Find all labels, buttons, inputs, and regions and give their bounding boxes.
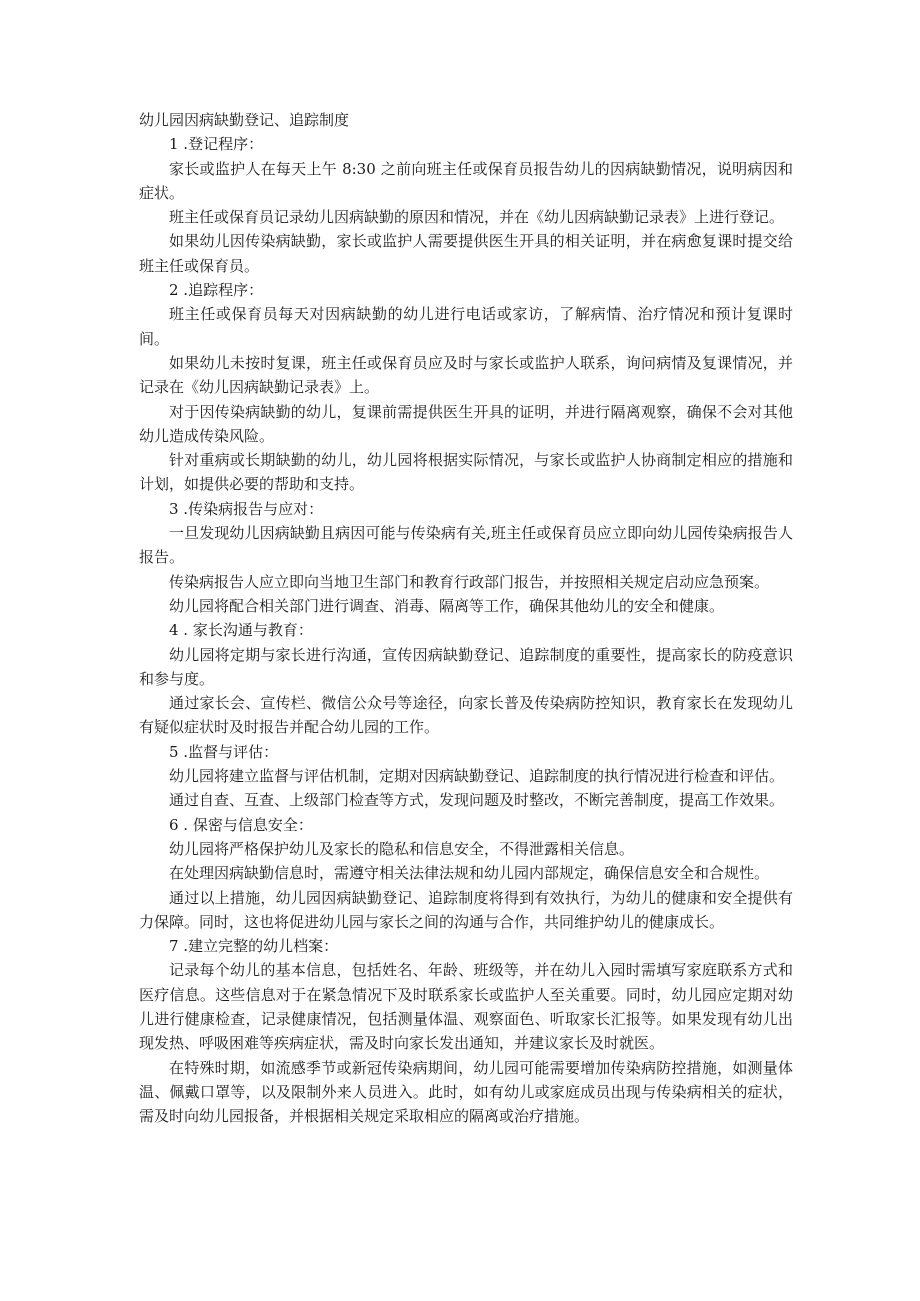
paragraph: 一旦发现幼儿因病缺勤且病因可能与传染病有关,班主任或保育员应立即向幼儿园传染病报告人报告。	[139, 524, 793, 567]
section-heading: 3 .传染病报告与应对：	[169, 499, 324, 518]
document-page	[139, 108, 793, 1128]
section-heading: 4 . 家长沟通与教育：	[169, 621, 313, 640]
paragraph: 传染病报告人应立即向当地卫生部门和教育行政部门报告，并按照相关规定启动应急预案。	[169, 572, 770, 591]
paragraph: 班主任或保育员每天对因病缺勤的幼儿进行电话或家访，了解病情、治疗情况和预计复课时间。	[139, 305, 793, 348]
section-infectious-disease-report	[139, 497, 793, 618]
paragraph: 针对重病或长期缺勤的幼儿，幼儿园将根据实际情况，与家长或监护人协商制定相应的措施和计划，如提供必要的帮助和支持。	[139, 451, 793, 494]
section-registration	[139, 132, 793, 278]
section-confidentiality	[139, 813, 793, 934]
paragraph: 对于因传染病缺勤的幼儿，复课前需提供医生开具的证明，并进行隔离观察，确保不会对其他幼儿造成传染风险。	[139, 402, 793, 445]
section-heading: 6 . 保密与信息安全：	[169, 815, 313, 834]
paragraph: 幼儿园将建立监督与评估机制，定期对因病缺勤登记、追踪制度的执行情况进行检查和评估。	[169, 767, 785, 786]
paragraph: 在处理因病缺勤信息时，需遵守相关法律法规和幼儿园内部规定，确保信息安全和合规性。	[169, 864, 770, 883]
paragraph: 家长或监护人在每天上午 8:30 之前向班主任或保育员报告幼儿的因病缺勤情况，说明病因和症状。	[139, 159, 793, 202]
paragraph: 记录每个幼儿的基本信息，包括姓名、年龄、班级等，并在幼儿入园时需填写家庭联系方式和医疗信息。这些信息对于在紧急情况下及时联系家长或监护人至关重要。同时，幼儿园应定期对幼儿进行健康检查，记录健康情况，包括测量体温、观察面色、听取家长汇报等。如果发现有幼儿出现发热、呼吸困难等疾病症状，需及时向家长发出通知，并建议家长及时就医。	[139, 961, 793, 1053]
paragraph: 通过自查、互查、上级部门检查等方式，发现问题及时整改，不断完善制度，提高工作效果。	[169, 791, 785, 810]
section-parent-communication	[139, 618, 793, 739]
paragraph: 幼儿园将定期与家长进行沟通，宣传因病缺勤登记、追踪制度的重要性，提高家长的防疫意识和参与度。	[139, 645, 793, 688]
paragraph: 幼儿园将配合相关部门进行调查、消毒、隔离等工作，确保其他幼儿的安全和健康。	[169, 596, 725, 615]
section-heading: 7 .建立完整的幼儿档案：	[169, 937, 339, 956]
section-tracking	[139, 278, 793, 497]
paragraph: 在特殊时期，如流感季节或新冠传染病期间，幼儿园可能需要增加传染病防控措施，如测量体温、佩戴口罩等，以及限制外来人员进入。此时，如有幼儿或家庭成员出现与传染病相关的症状，需及时向幼儿园报备，并根据相关规定采取相应的隔离或治疗措施。	[139, 1058, 793, 1126]
paragraph: 通过以上措施，幼儿园因病缺勤登记、追踪制度将得到有效执行，为幼儿的健康和安全提供有力保障。同时，这也将促进幼儿园与家长之间的沟通与合作，共同维护幼儿的健康成长。	[139, 888, 793, 931]
paragraph: 班主任或保育员记录幼儿因病缺勤的原因和情况，并在《幼儿因病缺勤记录表》上进行登记。	[169, 208, 785, 227]
paragraph: 如果幼儿因传染病缺勤，家长或监护人需要提供医生开具的相关证明，并在病愈复课时提交给班主任或保育员。	[139, 232, 793, 275]
paragraph: 如果幼儿未按时复课，班主任或保育员应及时与家长或监护人联系，询问病情及复课情况，并记录在《幼儿因病缺勤记录表》上。	[139, 353, 793, 397]
document-title: 幼儿园因病缺勤登记、追踪制度	[139, 111, 350, 129]
section-heading: 1 .登记程序：	[169, 135, 264, 154]
section-supervision	[139, 740, 793, 813]
paragraph: 通过家长会、宣传栏、微信公众号等途径，向家长普及传染病防控知识，教育家长在发现幼儿有疑似症状时及时报告并配合幼儿园的工作。	[139, 694, 793, 737]
paragraph: 幼儿园将严格保护幼儿及家长的隐私和信息安全，不得泄露相关信息。	[169, 839, 635, 858]
section-heading: 2 .追踪程序：	[169, 281, 264, 300]
section-child-records	[139, 934, 793, 1128]
section-heading: 5 .监督与评估：	[169, 742, 279, 761]
